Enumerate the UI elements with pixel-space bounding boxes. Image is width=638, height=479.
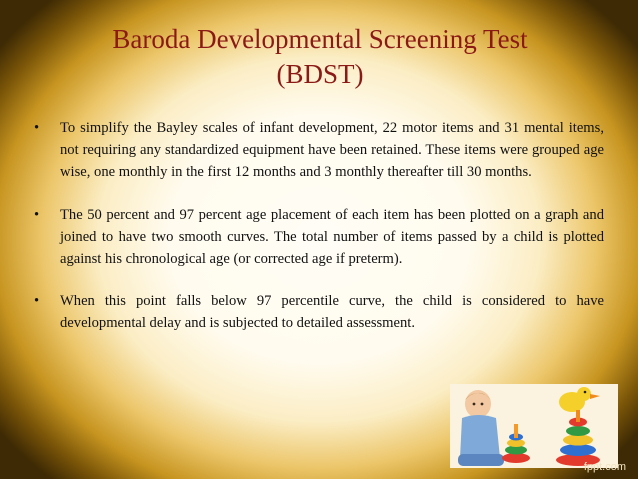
bullet-dot: •	[34, 120, 40, 136]
bullet-item	[34, 117, 604, 183]
bullet-text: When this point falls below 97 percentile curve, the child is considered to have developmental delay and is subjected to detailed assessment.	[60, 293, 604, 331]
slide-title	[60, 22, 580, 92]
bullet-list	[34, 117, 604, 334]
bullet-dot: •	[34, 207, 40, 223]
child-with-toys-photo	[450, 384, 618, 468]
bullet-dot: •	[34, 293, 40, 309]
bullet-item	[34, 204, 604, 270]
title-line-2: (BDST)	[276, 59, 364, 89]
bullet-text: To simplify the Bayley scales of infant development, 22 motor items and 31 mental items, not requiring any standardized equipment have been retained. These items were grouped age wise, one monthly in the first 12 months and 3 monthly thereafter till 30 months.	[60, 120, 604, 180]
bullet-text: The 50 percent and 97 percent age placement of each item has been plotted on a graph and joined to have two smooth curves. The total number of items passed by a child is plotted against his chronological age (or corrected age if preterm).	[60, 207, 604, 267]
footer-watermark: fppt.com	[583, 461, 626, 473]
title-line-1: Baroda Developmental Screening Test	[112, 24, 528, 54]
bullet-item	[34, 290, 604, 334]
